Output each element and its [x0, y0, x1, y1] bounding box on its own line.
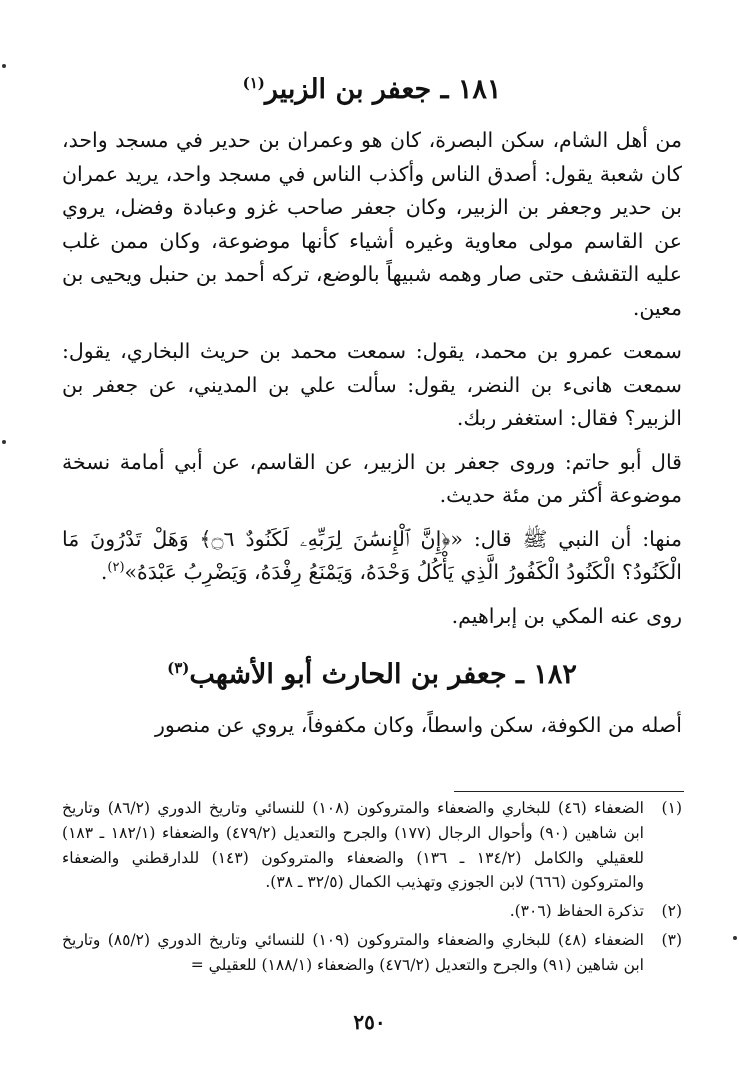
entry-182-heading — [62, 655, 682, 695]
footnote-2 — [62, 899, 682, 924]
footnote-ref-2: (٢) — [107, 560, 125, 576]
page-body — [62, 70, 682, 753]
footnote-3 — [62, 928, 682, 978]
margin-dot-middle — [2, 440, 6, 444]
footnote-number: (٢) — [661, 902, 682, 921]
footnote-ref-3: (٣) — [167, 659, 190, 677]
entry-181-title: ١٨١ ـ جعفر بن الزبير — [264, 74, 502, 105]
entry-182-title: ١٨٢ ـ جعفر بن الحارث أبو الأشهب — [189, 659, 577, 690]
footnote-ref-1: (١) — [242, 74, 265, 92]
footnote-text: تذكرة الحفاظ (٣٠٦). — [509, 902, 644, 921]
entry-181-paragraph-2: سمعت عمرو بن محمد، يقول: سمعت محمد بن حريث البخاري، يقول: سمعت هانىء بن النضر، يقول: سألت علي بن المديني، عن جعفر بن الزبير؟ فقال: استغفر ربك. — [62, 339, 682, 430]
entry-181-heading — [62, 70, 682, 110]
entry-181-paragraph-3: قال أبو حاتم: وروى جعفر بن الزبير، عن القاسم، عن أبي أمامة نسخة موضوعة أكثر من مئة حديث. — [62, 449, 682, 507]
footnote-text: الضعفاء (٤٦) للبخاري والضعفاء والمتروكون (١٠٨) للنسائي وتاريخ الدوري (٨٦/٢) وتاريخ ابن شاهين (٩٠) وأحوال الرجال (١٧٧) والجرح والتعديل (٤٧٩/٢) والضعفاء (١٨٢/١ ـ ١٨٣) للعقيلي والكامل (١٣٤/٢ ـ ١٣٦) والضعفاء والمتروكون (١٤٣) للدارقطني والضعفاء والمتروكون (٦٦٦) لابن الجوزي وتهذيب الكمال (٣٢/٥ ـ ٣٨). — [62, 799, 644, 892]
footnote-text: الضعفاء (٤٨) للبخاري والضعفاء والمتروكون (١٠٩) للنسائي وتاريخ الدوري (٨٥/٢) وتاريخ ابن شاهين (٩١) والجرح والتعديل (٤٧٦/٢) والضعفاء (١٨٨/١) للعقيلي = — [62, 930, 644, 974]
page-number: ٢٥٠ — [353, 1010, 386, 1034]
hadith-period: . — [100, 560, 108, 584]
footnotes — [62, 796, 682, 982]
hadith-text: منها: أن النبي ﷺ قال: «﴿إِنَّ ٱلْإِنسَٰنَ لِرَبِّهِۦ لَكَنُودٌ ۝٦﴾ وَهَلْ تَدْرُونَ مَا الْكَنُودُ؟ الْكَنُودُ الْكَفُورُ الَّذِي يَأْكُلُ وَحْدَهُ، وَيَمْنَعُ رِفْدَهُ، وَيَضْرِبُ عَبْدَهُ» — [62, 526, 683, 584]
entry-181-paragraph-1: من أهل الشام، سكن البصرة، كان هو وعمران بن حدير في مسجد واحد، كان شعبة يقول: أصدق الناس وأكذب الناس في مسجد واحد، يريد عمران بن حدير وجعفر بن الزبير، وكان جعفر صاحب غزو وعبادة وفضل، يروي عن القاسم مولى معاوية وغيره أشياء كأنها موضوعة، وكان ممن غلب عليه التقشف حتى صار وهمه شبيهاً بالوضع، تركه أحمد بن حنبل ويحيى بن معين. — [62, 128, 682, 320]
entry-182-paragraph-1: أصله من الكوفة، سكن واسطاً، وكان مكفوفاً، يروي عن منصور — [154, 713, 682, 737]
margin-dot-right — [733, 936, 737, 940]
footnote-number: (١) — [661, 799, 682, 817]
entry-181-paragraph-5: روى عنه المكي بن إبراهيم. — [451, 603, 682, 628]
footnote-1 — [62, 796, 682, 895]
margin-dot-top — [2, 64, 6, 68]
entry-181-paragraph-4 — [62, 523, 682, 590]
footnote-number: (٣) — [661, 930, 682, 949]
footnote-separator — [454, 791, 684, 792]
